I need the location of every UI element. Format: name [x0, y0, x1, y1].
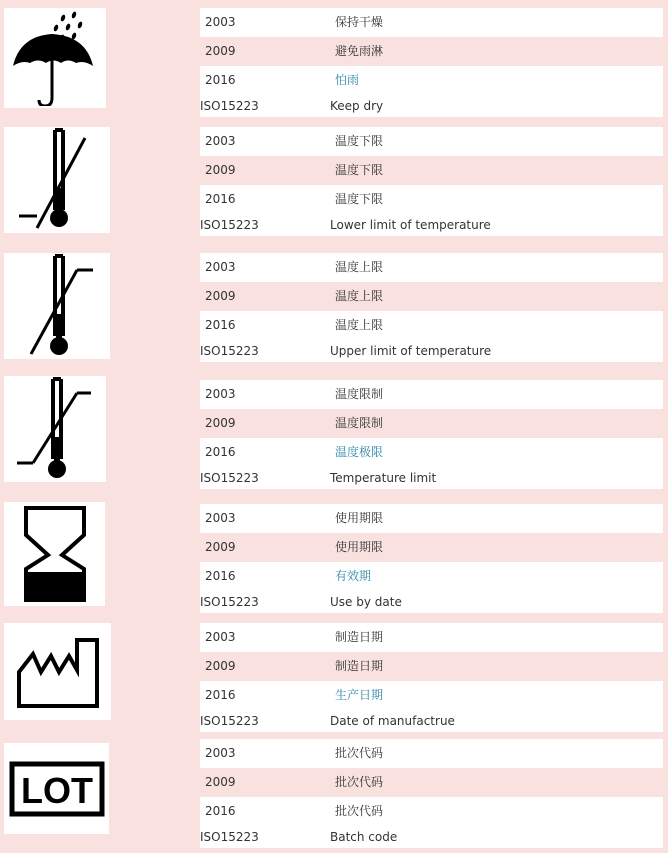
table-row — [200, 533, 663, 562]
standard-year: 2009 — [205, 163, 236, 177]
table-row — [200, 214, 663, 236]
standard-year: 2003 — [205, 15, 236, 29]
table-row — [200, 95, 663, 117]
icon-frame — [4, 623, 111, 720]
symbol-name: 制造日期 — [335, 659, 384, 673]
icon-frame — [4, 502, 105, 606]
symbol-name: Date of manufactrue — [330, 714, 455, 728]
icon-frame — [4, 253, 110, 359]
table-row — [200, 185, 663, 214]
standard-year: 2016 — [205, 318, 236, 332]
standard-year: 2016 — [205, 804, 236, 818]
table-row — [200, 8, 663, 37]
standard-year: 2003 — [205, 746, 236, 760]
table-row — [200, 652, 663, 681]
lot-icon-text: LOT — [20, 769, 93, 811]
table-row — [200, 797, 663, 826]
standard-year: ISO15223 — [200, 471, 259, 485]
symbol-name: 制造日期 — [335, 630, 384, 644]
symbol-name: 温度上限 — [335, 289, 384, 303]
standard-year: 2003 — [205, 134, 236, 148]
table-row — [200, 253, 663, 282]
symbol-name: 温度限制 — [335, 387, 384, 401]
table-row — [200, 623, 663, 652]
table-row — [200, 562, 663, 591]
table-row — [200, 438, 663, 467]
table-row — [200, 311, 663, 340]
table-row — [200, 467, 663, 489]
standard-year: ISO15223 — [200, 830, 259, 844]
symbol-name: 生产日期 — [335, 688, 384, 702]
symbol-name: 批次代码 — [335, 804, 384, 818]
standard-year: 2003 — [205, 260, 236, 274]
table-row — [200, 156, 663, 185]
table-row — [200, 826, 663, 848]
symbol-name: 使用期限 — [335, 511, 384, 525]
standard-year: 2016 — [205, 445, 236, 459]
symbol-name: Temperature limit — [330, 471, 437, 485]
symbol-name: Use by date — [330, 595, 402, 609]
symbol-name: 有效期 — [335, 569, 372, 583]
standard-year: ISO15223 — [200, 218, 259, 232]
standard-year: 2016 — [205, 569, 236, 583]
table-row — [200, 504, 663, 533]
standard-year: ISO15223 — [200, 344, 259, 358]
symbol-name: 温度下限 — [335, 163, 384, 177]
icon-frame — [4, 127, 110, 233]
symbol-name: 温度限制 — [335, 416, 384, 430]
symbol-name: 温度上限 — [335, 260, 384, 274]
standard-year: ISO15223 — [200, 595, 259, 609]
standard-year: 2003 — [205, 511, 236, 525]
thermometer-lower-limit-icon — [7, 128, 107, 232]
table-row — [200, 710, 663, 732]
icon-frame — [4, 743, 109, 834]
standard-year: 2003 — [205, 630, 236, 644]
table-row — [200, 66, 663, 95]
icon-frame — [4, 8, 106, 108]
symbol-name: 使用期限 — [335, 540, 384, 554]
lot-batch-code-icon — [9, 761, 105, 817]
standard-year: 2009 — [205, 44, 236, 58]
standard-year: ISO15223 — [200, 714, 259, 728]
symbol-name: 温度上限 — [335, 318, 384, 332]
table-row — [200, 37, 663, 66]
umbrella-rain-icon — [10, 10, 100, 106]
thermometer-temperature-limit-icon — [5, 377, 105, 481]
symbol-name: 怕雨 — [335, 73, 360, 87]
standard-year: 2016 — [205, 192, 236, 206]
symbol-name: 避免雨淋 — [335, 44, 384, 58]
icon-frame — [4, 376, 106, 482]
symbol-name: 保持干燥 — [335, 15, 384, 29]
table-row — [200, 681, 663, 710]
symbol-name: Keep dry — [330, 99, 384, 113]
standard-year: 2009 — [205, 540, 236, 554]
table-row — [200, 127, 663, 156]
symbol-name: Lower limit of temperature — [330, 218, 491, 232]
hourglass-use-by-icon — [22, 505, 88, 603]
symbol-name: Batch code — [330, 830, 398, 844]
symbol-name: 批次代码 — [335, 746, 384, 760]
standard-year: 2009 — [205, 289, 236, 303]
table-row — [200, 768, 663, 797]
factory-manufacture-icon — [13, 632, 103, 712]
table-row — [200, 591, 663, 613]
symbol-name: Upper limit of temperature — [330, 344, 492, 358]
standard-year: ISO15223 — [200, 99, 259, 113]
symbol-name: 温度下限 — [335, 134, 384, 148]
table-row — [200, 380, 663, 409]
table-row — [200, 282, 663, 311]
table-row — [200, 739, 663, 768]
thermometer-upper-limit-icon — [7, 254, 107, 358]
standard-year: 2009 — [205, 775, 236, 789]
standard-year: 2016 — [205, 73, 236, 87]
symbol-name: 温度下限 — [335, 192, 384, 206]
standard-year: 2009 — [205, 659, 236, 673]
standard-year: 2016 — [205, 688, 236, 702]
table-row — [200, 340, 663, 362]
symbol-name: 温度极限 — [335, 445, 384, 459]
standard-year: 2009 — [205, 416, 236, 430]
standard-year: 2003 — [205, 387, 236, 401]
table-row — [200, 409, 663, 438]
symbol-name: 批次代码 — [335, 775, 384, 789]
